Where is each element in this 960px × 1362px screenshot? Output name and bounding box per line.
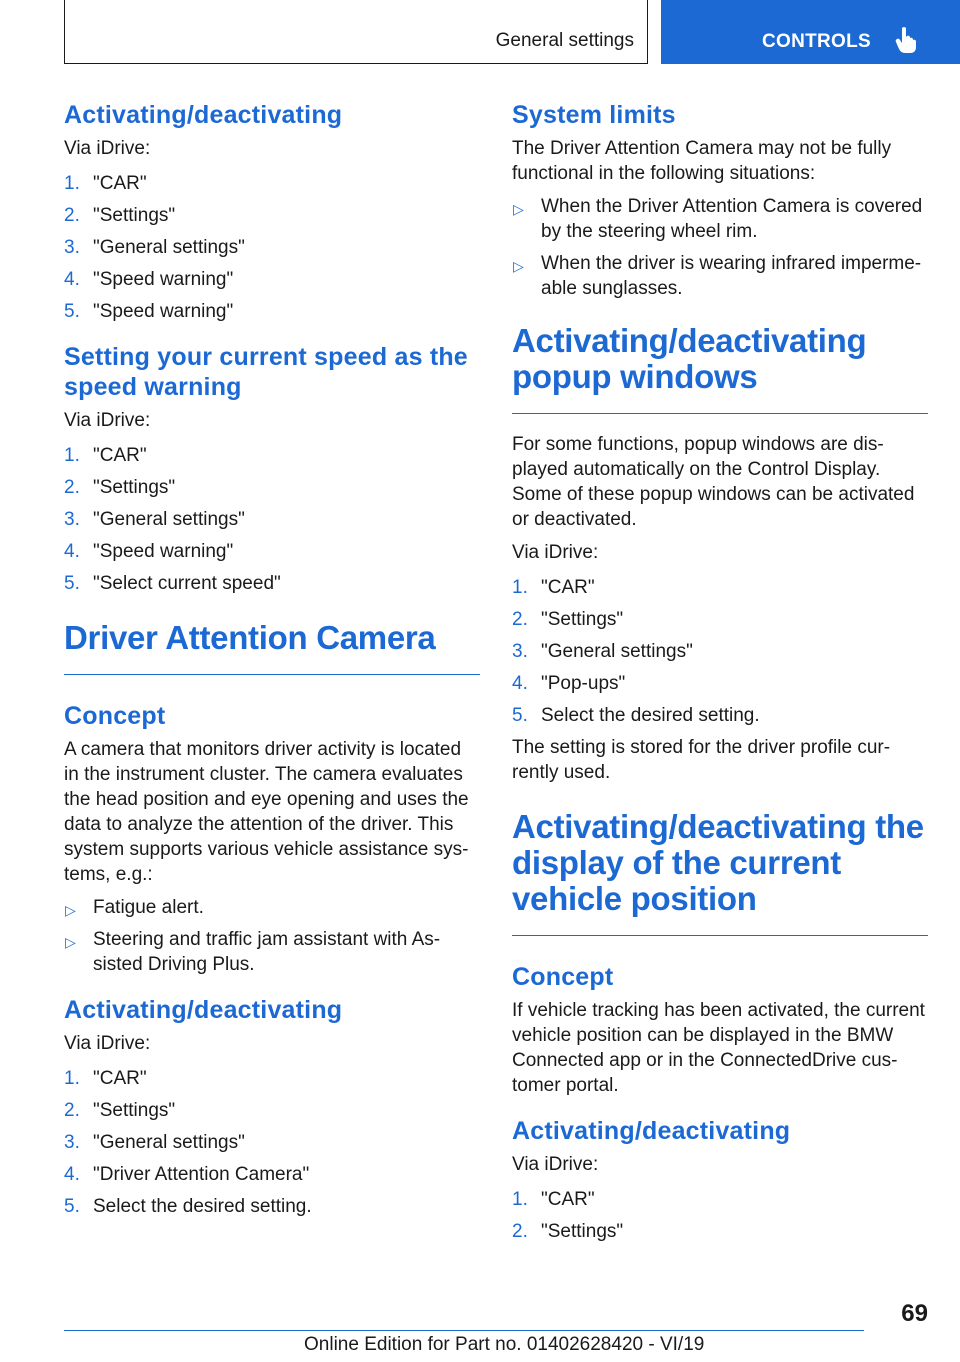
- bullet-list: [64, 895, 480, 977]
- step-list: [512, 1187, 928, 1244]
- list-item: ▷ Steering and traffic jam assistant with As‐ sisted Driving Plus.: [65, 929, 441, 975]
- list-item: 3. "General settings": [64, 237, 245, 258]
- chapter-heading: Activating/deactivating popup windows: [512, 323, 928, 414]
- section-heading: System limits: [512, 101, 676, 129]
- list-item: 5. "Select current speed": [64, 573, 281, 594]
- list-item: 3. "General settings": [512, 641, 693, 662]
- bullet-list: [512, 194, 928, 301]
- via-idrive-text: Via iDrive:: [64, 138, 151, 159]
- chapter-heading: Driver Attention Camera: [64, 620, 480, 675]
- section-heading: Activating/deactivating: [512, 1117, 791, 1145]
- via-idrive-text: Via iDrive:: [64, 410, 151, 431]
- header-section-title: General settings: [495, 30, 634, 51]
- list-item: ▷ When the driver is wearing infrared imperme‐ able sunglasses.: [513, 253, 922, 299]
- list-item: 4. "Speed warning": [64, 269, 234, 290]
- hand-pointer-icon: [895, 26, 917, 54]
- list-item: 3. "General settings": [64, 1132, 245, 1153]
- list-item: 1. "CAR": [512, 577, 595, 598]
- list-item: 4. "Speed warning": [64, 541, 234, 562]
- list-item: 2. "Settings": [64, 1100, 176, 1121]
- list-item: 5. Select the desired setting.: [512, 705, 760, 726]
- step-list: [64, 171, 480, 324]
- step-list: [512, 575, 928, 728]
- body-paragraph: The setting is stored for the driver profile cur‐ rently used.: [512, 737, 891, 783]
- section-heading: Activating/deactivating: [64, 101, 343, 129]
- footer-divider: [64, 1330, 864, 1331]
- via-idrive-text: Via iDrive:: [64, 1033, 151, 1054]
- footer-edition-text: Online Edition for Part no. 01402628420 - VI/19: [304, 1334, 705, 1355]
- list-item: 2. "Settings": [64, 477, 176, 498]
- triangle-bullet-icon: ▷: [65, 934, 76, 950]
- via-idrive-text: Via iDrive:: [512, 542, 599, 563]
- body-paragraph: A camera that monitors driver activity is located in the instrument cluster. The camera evaluates the head position and eye opening and uses the data to analyze the attention of the driver. This system supports various vehicle assistance sys‐ tems, e.g.:: [64, 739, 469, 885]
- triangle-bullet-icon: ▷: [513, 258, 524, 274]
- header-section-box: [64, 0, 648, 64]
- list-item: 4. "Pop-ups": [512, 673, 626, 694]
- triangle-bullet-icon: ▷: [513, 201, 524, 217]
- section-heading: Activating/deactivating: [64, 996, 343, 1024]
- list-item: ▷ Fatigue alert.: [64, 895, 480, 920]
- list-item: 2. "Settings": [64, 205, 176, 226]
- body-paragraph: If vehicle tracking has been activated, the current vehicle position can be displayed in the BMW Connected app or in the ConnectedDrive cus‐ tomer portal.: [512, 1000, 925, 1096]
- section-heading: Setting your current speed as the speed warning: [64, 343, 468, 401]
- left-column: [64, 100, 480, 1226]
- list-item: 5. "Speed warning": [64, 301, 234, 322]
- chapter-heading: Activating/deactivating the display of the current vehicle position: [512, 809, 928, 936]
- list-item: 5. Select the desired setting.: [64, 1196, 312, 1217]
- step-list: [64, 1066, 480, 1219]
- list-item: 2. "Settings": [512, 609, 624, 630]
- list-item: 2. "Settings": [512, 1221, 624, 1242]
- list-item: 1. "CAR": [512, 1189, 595, 1210]
- list-item: 1. "CAR": [64, 173, 147, 194]
- triangle-bullet-icon: ▷: [65, 902, 76, 918]
- body-paragraph: For some functions, popup windows are dis‐ played automatically on the Control Display. Some of these popup windows can be activated or deactivated.: [512, 434, 915, 530]
- list-item: 4. "Driver Attention Camera": [64, 1164, 310, 1185]
- list-item: ▷ When the Driver Attention Camera is covered by the steering wheel rim.: [513, 196, 923, 242]
- section-heading: Concept: [64, 702, 166, 730]
- header-chapter-title: CONTROLS: [762, 31, 872, 52]
- via-idrive-text: Via iDrive:: [512, 1154, 599, 1175]
- step-list: [64, 443, 480, 596]
- section-heading: Concept: [512, 963, 614, 991]
- header-chapter-tab[interactable]: [661, 0, 960, 64]
- list-item: 3. "General settings": [64, 509, 245, 530]
- list-item: 1. "CAR": [64, 445, 147, 466]
- list-item: 1. "CAR": [64, 1068, 147, 1089]
- right-column: [512, 100, 928, 1251]
- body-paragraph: The Driver Attention Camera may not be fully functional in the following situations:: [512, 138, 892, 184]
- page-number: 69: [901, 1300, 928, 1327]
